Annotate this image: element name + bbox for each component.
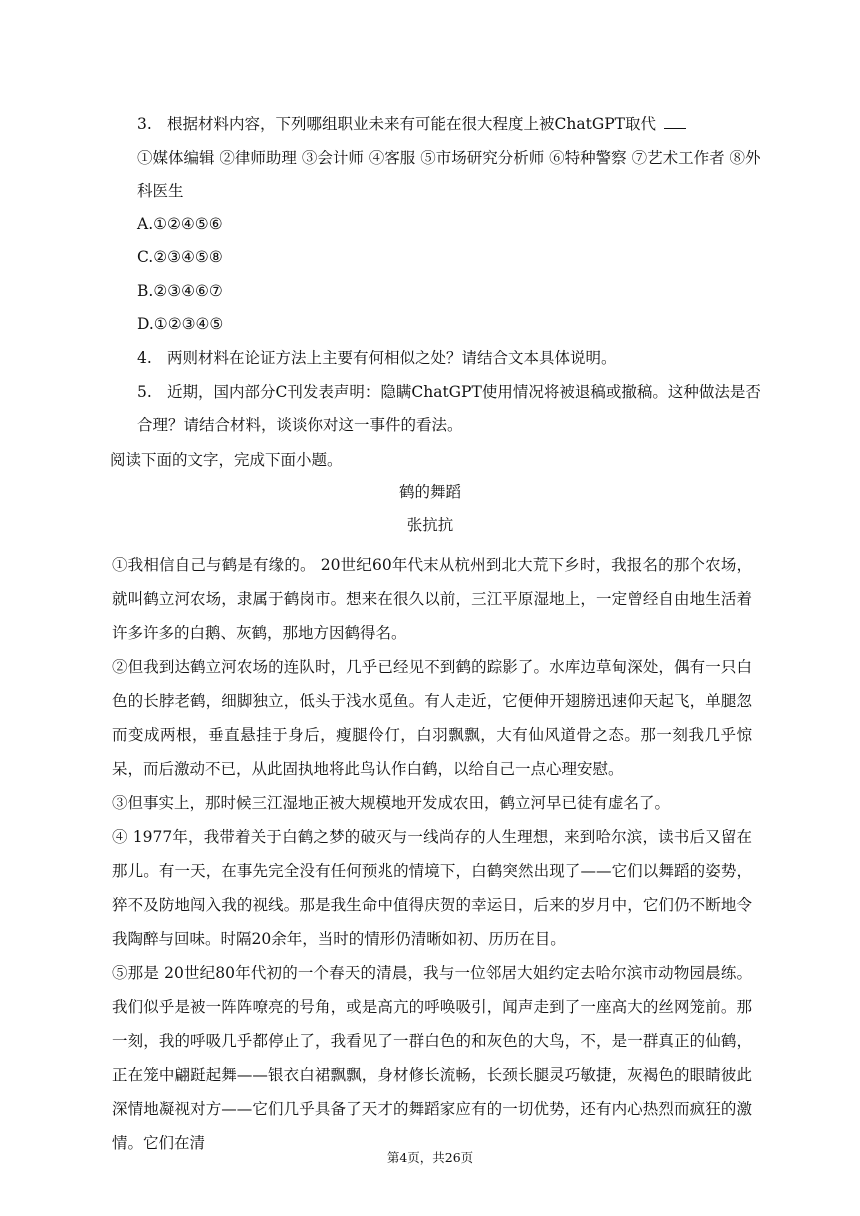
option-c: C.②③④⑤⑧ [137, 248, 223, 266]
question-3-list-line-1: ①媒体编辑 ②律师助理 ③会计师 ④客服 ⑤市场研究分析师 ⑥特种警察 ⑦艺术工作者 ⑧外 [137, 149, 761, 167]
question-5-line-2: 合理？请结合材料，谈谈你对这一事件的看法。 [137, 416, 463, 434]
question-4-number: 4. [137, 349, 152, 367]
answer-blank [664, 114, 686, 129]
option-b: B.②③④⑥⑦ [137, 282, 223, 300]
essay-paragraph-1: ①我相信自己与鹤是有缘的。 20世纪60年代末从杭州到北大荒下乡时，我报名的那个农场，就叫鹤立河农场，隶属于鹤岗市。想来在很久以前，三江平原湿地上，一定曾经自由地生活着许多许多的白鹅、灰鹤，那地方因鹤得名。 [112, 556, 752, 642]
essay-paragraph-2: ②但我到达鹤立河农场的连队时，几乎已经见不到鹤的踪影了。水库边草甸深处，偶有一只白色的长脖老鹤，细脚独立，低头于浅水觅鱼。有人走近，它便伸开翅膀迅速仰天起飞，单腿忽而变成两根，垂直悬挂于身后，瘦腿伶仃，白羽飘飘，大有仙风道骨之态。那一刻我几乎惊呆，而后激动不已，从此固执地将此鸟认作白鹤，以给自己一点心理安慰。 [112, 658, 752, 778]
question-5-number: 5. [137, 383, 152, 401]
question-5 [137, 381, 761, 403]
question-3 [137, 113, 686, 135]
page-footer: 第4页，共26页 [386, 1150, 474, 1165]
essay-paragraph-3: ③但事实上，那时候三江湿地正被大规模地开发成农田，鹤立河早已徒有虚名了。 [112, 794, 671, 812]
option-d: D.①②③④⑤ [137, 315, 224, 333]
reading-instruction: 阅读下面的文字，完成下面小题。 [110, 451, 343, 469]
essay-paragraph-5: ⑤那是 20世纪80年代初的一个春天的清晨，我与一位邻居大姐约定去哈尔滨市动物园晨练。我们似乎是被一阵阵嘹亮的号角，或是高亢的呼唤吸引，闻声走到了一座高大的丝网笼前。那一刻，我的呼吸几乎都停止了，我看见了一群白色的和灰色的大鸟，不，是一群真正的仙鹤，正在笼中翩跹起舞——银衣白裙飘飘，身材修长流畅，长颈长腿灵巧敏捷，灰褐色的眼睛彼此深情地凝视对方——它们几乎具备了天才的舞蹈家应有的一切优势，还有内心热烈而疯狂的激情。它们在清 [112, 964, 752, 1152]
question-4-text: 两则材料在论证方法上主要有何相似之处？请结合文本具体说明。 [167, 349, 617, 367]
question-4 [137, 347, 617, 369]
question-3-list-line-2: 科医生 [137, 182, 184, 200]
question-5-line-1: 近期，国内部分C刊发表声明：隐瞒ChatGPT使用情况将被退稿或撤稿。这种做法是否 [167, 383, 761, 401]
essay-title: 鹤的舞蹈 [398, 483, 461, 501]
question-3-text: 根据材料内容，下列哪组职业未来有可能在很大程度上被ChatGPT取代 [167, 115, 656, 133]
essay-author: 张抗抗 [406, 516, 454, 534]
essay-paragraph-4: ④ 1977年，我带着关于白鹤之梦的破灭与一线尚存的人生理想，来到哈尔滨，读书后又留在那儿。有一天，在事先完全没有任何预兆的情境下，白鹤突然出现了——它们以舞蹈的姿势，猝不及防地闯入我的视线。那是我生命中值得庆贺的幸运日，后来的岁月中，它们仍不断地令我陶醉与回味。时隔20余年，当时的情形仍清晰如初、历历在目。 [112, 828, 752, 948]
question-3-number: 3. [137, 115, 152, 133]
option-a: A.①②④⑤⑥ [137, 215, 223, 233]
